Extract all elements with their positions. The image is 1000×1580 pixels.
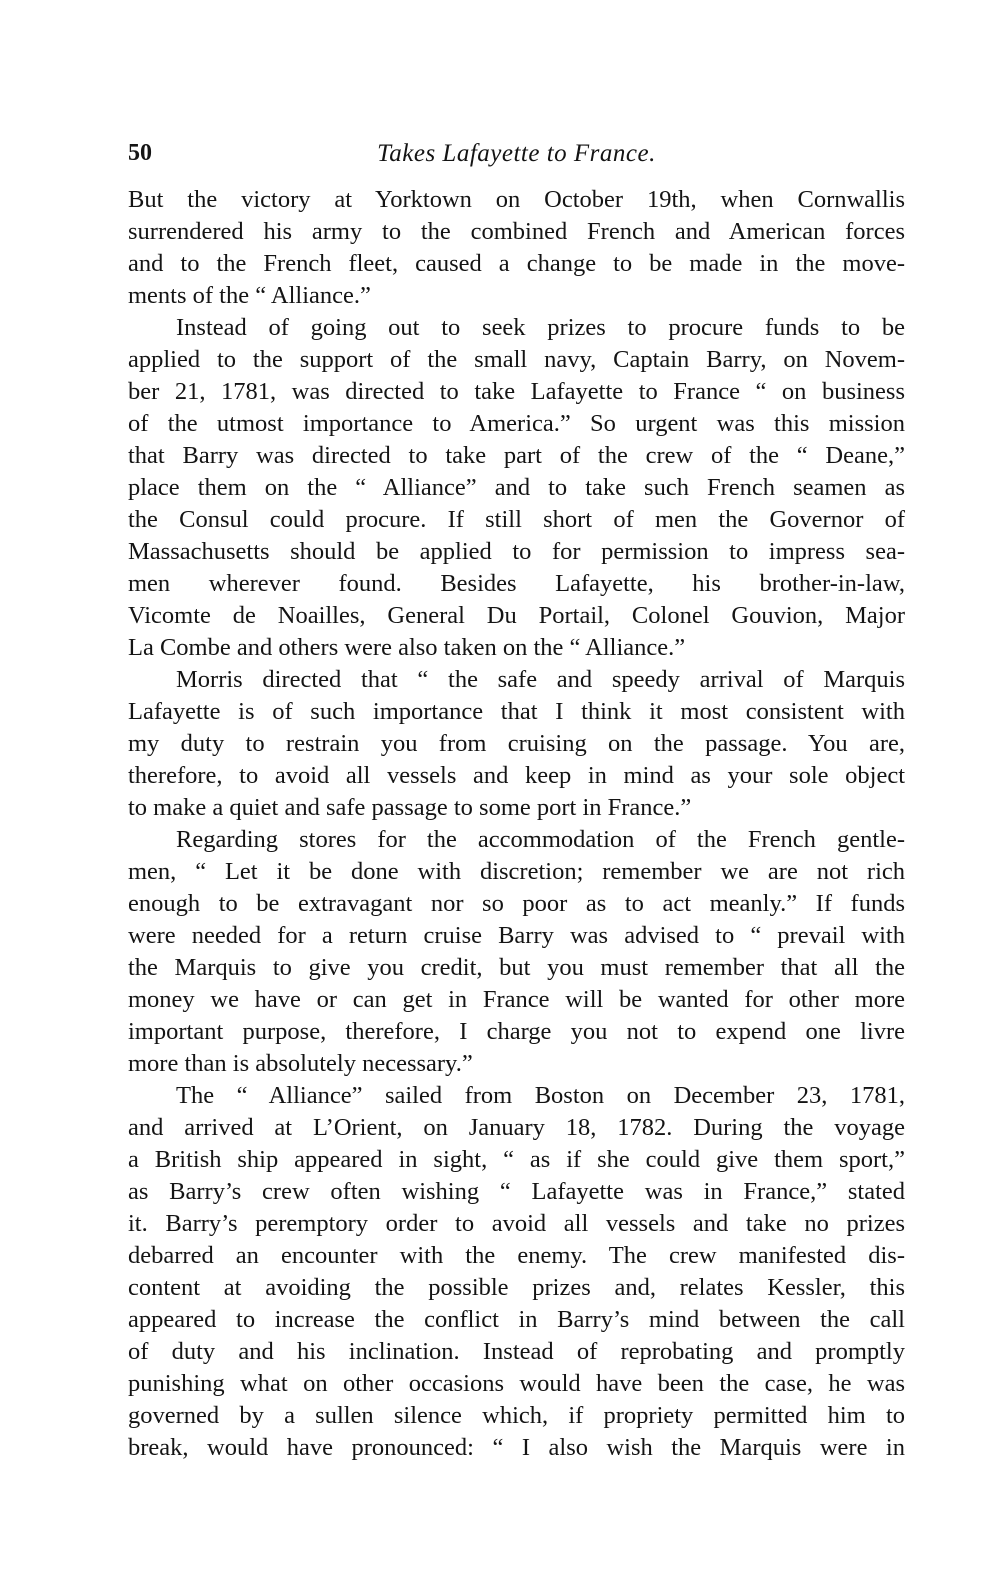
paragraph	[128, 312, 905, 664]
text-line: a British ship appeared in sight, “ as if she could give them sport,”	[128, 1146, 905, 1173]
text-line: governed by a sullen silence which, if propriety permitted him to	[128, 1402, 905, 1429]
text-line: La Combe and others were also taken on the “ Alliance.”	[128, 634, 686, 661]
page-number: 50	[128, 140, 152, 166]
text-line: men wherever found. Besides Lafayette, his brother-in-law,	[128, 570, 905, 597]
text-line: to make a quiet and safe passage to some port in France.”	[128, 794, 692, 821]
text-line: debarred an encounter with the enemy. The crew manifested dis-	[128, 1242, 905, 1269]
text-line: applied to the support of the small navy, Captain Barry, on Novem-	[128, 346, 905, 373]
text-line: my duty to restrain you from cruising on the passage. You are,	[128, 730, 905, 757]
text-line: Lafayette is of such importance that I think it most consistent with	[128, 698, 905, 725]
text-line: more than is absolutely necessary.”	[128, 1050, 473, 1077]
text-line: The “ Alliance” sailed from Boston on December 23, 1781,	[176, 1082, 905, 1109]
text-line: Morris directed that “ the safe and speedy arrival of Marquis	[176, 666, 905, 693]
text-line: therefore, to avoid all vessels and keep in mind as your sole object	[128, 762, 905, 789]
text-line: ber 21, 1781, was directed to take Lafayette to France “ on business	[128, 378, 905, 405]
text-line: money we have or can get in France will be wanted for other more	[128, 986, 905, 1013]
paragraph	[128, 1080, 905, 1464]
text-line: Instead of going out to seek prizes to procure funds to be	[176, 314, 905, 341]
text-line: were needed for a return cruise Barry was advised to “ prevail with	[128, 922, 905, 949]
text-line: the Consul could procure. If still short of men the Governor of	[128, 506, 905, 533]
text-line: and to the French fleet, caused a change to be made in the move-	[128, 250, 905, 277]
text-line: punishing what on other occasions would have been the case, he was	[128, 1370, 905, 1397]
text-line: But the victory at Yorktown on October 19th, when Cornwallis	[128, 186, 905, 213]
text-line: content at avoiding the possible prizes and, relates Kessler, this	[128, 1274, 905, 1301]
text-line: it. Barry’s peremptory order to avoid all vessels and take no prizes	[128, 1210, 905, 1237]
text-line: appeared to increase the conflict in Barry’s mind between the call	[128, 1306, 905, 1333]
text-line: of the utmost importance to America.” So urgent was this mission	[128, 410, 905, 437]
page-body	[128, 184, 905, 1464]
text-line: surrendered his army to the combined French and American forces	[128, 218, 905, 245]
text-line: Regarding stores for the accommodation of the French gentle-	[176, 826, 905, 853]
paragraph	[128, 824, 905, 1080]
text-line: important purpose, therefore, I charge you not to expend one livre	[128, 1018, 905, 1045]
running-title: Takes Lafayette to France.	[377, 140, 656, 167]
text-line: Massachusetts should be applied to for permission to impress sea-	[128, 538, 905, 565]
text-line: ments of the “ Alliance.”	[128, 282, 371, 309]
text-line: men, “ Let it be done with discretion; remember we are not rich	[128, 858, 905, 885]
text-line: the Marquis to give you credit, but you must remember that all the	[128, 954, 905, 981]
text-line: as Barry’s crew often wishing “ Lafayette was in France,” stated	[128, 1178, 905, 1205]
text-line: enough to be extravagant nor so poor as to act meanly.” If funds	[128, 890, 905, 917]
paragraph	[128, 664, 905, 824]
text-line: Vicomte de Noailles, General Du Portail, Colonel Gouvion, Major	[128, 602, 905, 629]
text-line: and arrived at L’Orient, on January 18, 1782. During the voyage	[128, 1114, 905, 1141]
text-line: place them on the “ Alliance” and to take such French seamen as	[128, 474, 905, 501]
text-line: that Barry was directed to take part of the crew of the “ Deane,”	[128, 442, 905, 469]
paragraph	[128, 184, 905, 312]
running-header	[128, 140, 905, 174]
text-line: of duty and his inclination. Instead of reprobating and promptly	[128, 1338, 905, 1365]
text-line: break, would have pronounced: “ I also wish the Marquis were in	[128, 1434, 905, 1461]
